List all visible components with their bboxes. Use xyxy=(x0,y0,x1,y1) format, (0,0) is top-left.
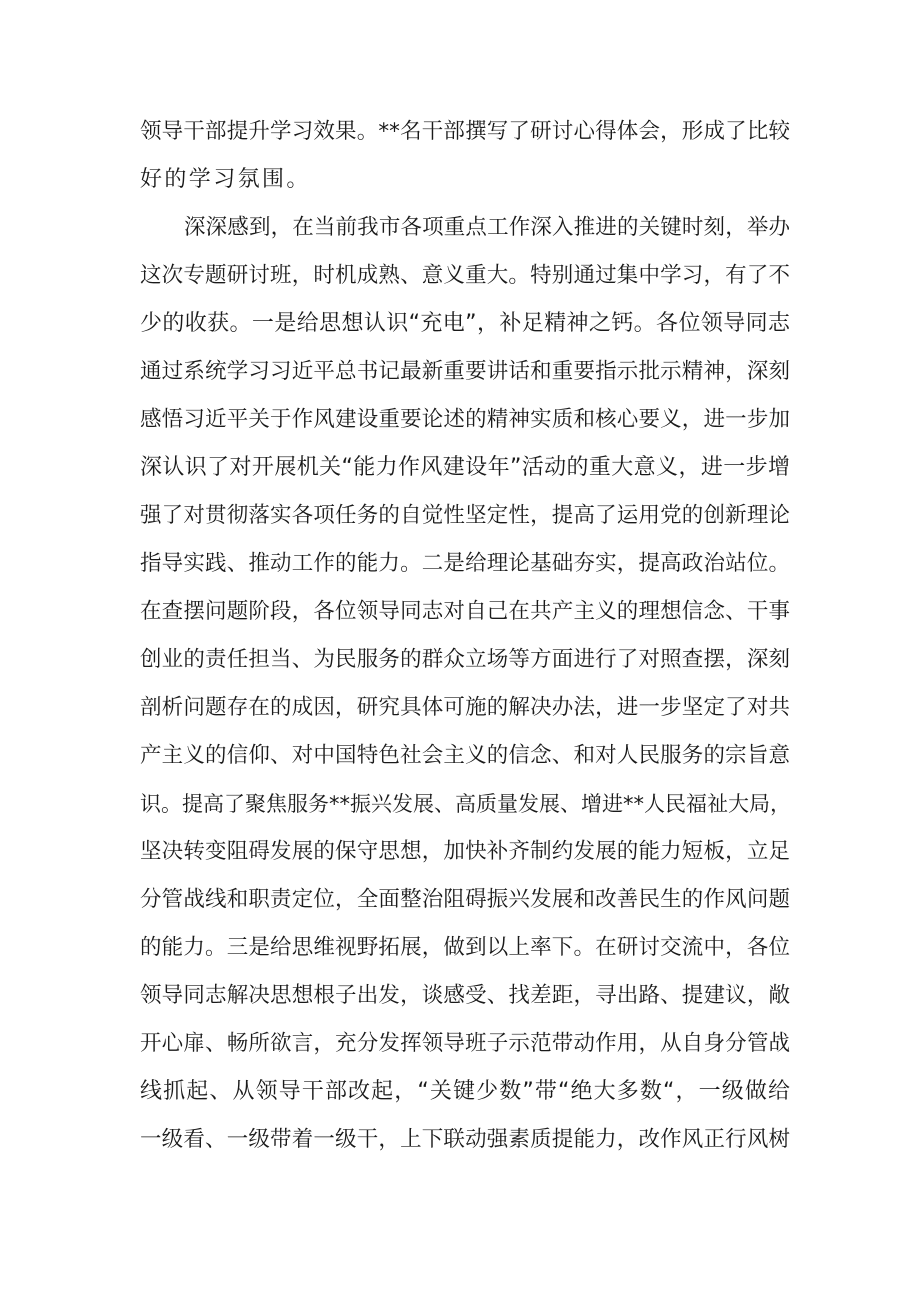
text-line: 感悟习近平关于作风建设重要论述的精神实质和核心要义，进一步加 xyxy=(140,407,790,432)
paragraph-first-line: 深深感到，在当前我市各项重点工作深入推进的关键时刻，举办 xyxy=(184,215,790,240)
text-line: 坚决转变阻碍发展的保守思想，加快补齐制约发展的能力短板，立足 xyxy=(140,839,790,864)
text-line: 分管战线和职责定位，全面整治阻碍振兴发展和改善民生的作风问题 xyxy=(140,887,790,912)
text-line: 领导同志解决思想根子出发，谈感受、找差距，寻出路、提建议，敞 xyxy=(140,983,790,1008)
text-line: 这次专题研讨班，时机成熟、意义重大。特别通过集中学习，有了不 xyxy=(140,263,790,288)
text-line: 线抓起、从领导干部改起，“关键少数”带“绝大多数“，一级做给 xyxy=(140,1079,790,1104)
text-line: 好的学习氛围。 xyxy=(140,167,311,192)
text-line: 一级看、一级带着一级干，上下联动强素质提能力，改作风正行风树 xyxy=(140,1127,790,1152)
text-line: 识。提高了聚焦服务**振兴发展、高质量发展、增进**人民福祉大局， xyxy=(140,792,791,816)
text-line: 创业的责任担当、为民服务的群众立场等方面进行了对照查摆，深刻 xyxy=(140,647,790,672)
text-line: 强了对贯彻落实各项任务的自觉性坚定性，提高了运用党的创新理论 xyxy=(140,503,790,528)
text-line: 的能力。三是给思维视野拓展，做到以上率下。在研讨交流中，各位 xyxy=(140,935,790,960)
text-line: 产主义的信仰、对中国特色社会主义的信念、和对人民服务的宗旨意 xyxy=(140,743,790,768)
text-line: 深认识了对开展机关“能力作风建设年”活动的重大意义，进一步增 xyxy=(140,455,790,480)
text-line: 剖析问题存在的成因，研究具体可施的解决办法，进一步坚定了对共 xyxy=(140,695,790,720)
text-line: 领导干部提升学习效果。**名干部撰写了研讨心得体会，形成了比较 xyxy=(140,119,790,144)
text-line: 通过系统学习习近平总书记最新重要讲话和重要指示批示精神，深刻 xyxy=(140,359,790,384)
text-line: 少的收获。一是给思想认识“充电”，补足精神之钙。各位领导同志 xyxy=(140,311,790,336)
text-line: 在查摆问题阶段，各位领导同志对自己在共产主义的理想信念、干事 xyxy=(140,599,790,624)
text-line: 指导实践、推动工作的能力。二是给理论基础夯实，提高政治站位。 xyxy=(140,551,790,576)
text-line: 开心扉、畅所欲言，充分发挥领导班子示范带动作用，从自身分管战 xyxy=(140,1031,790,1056)
